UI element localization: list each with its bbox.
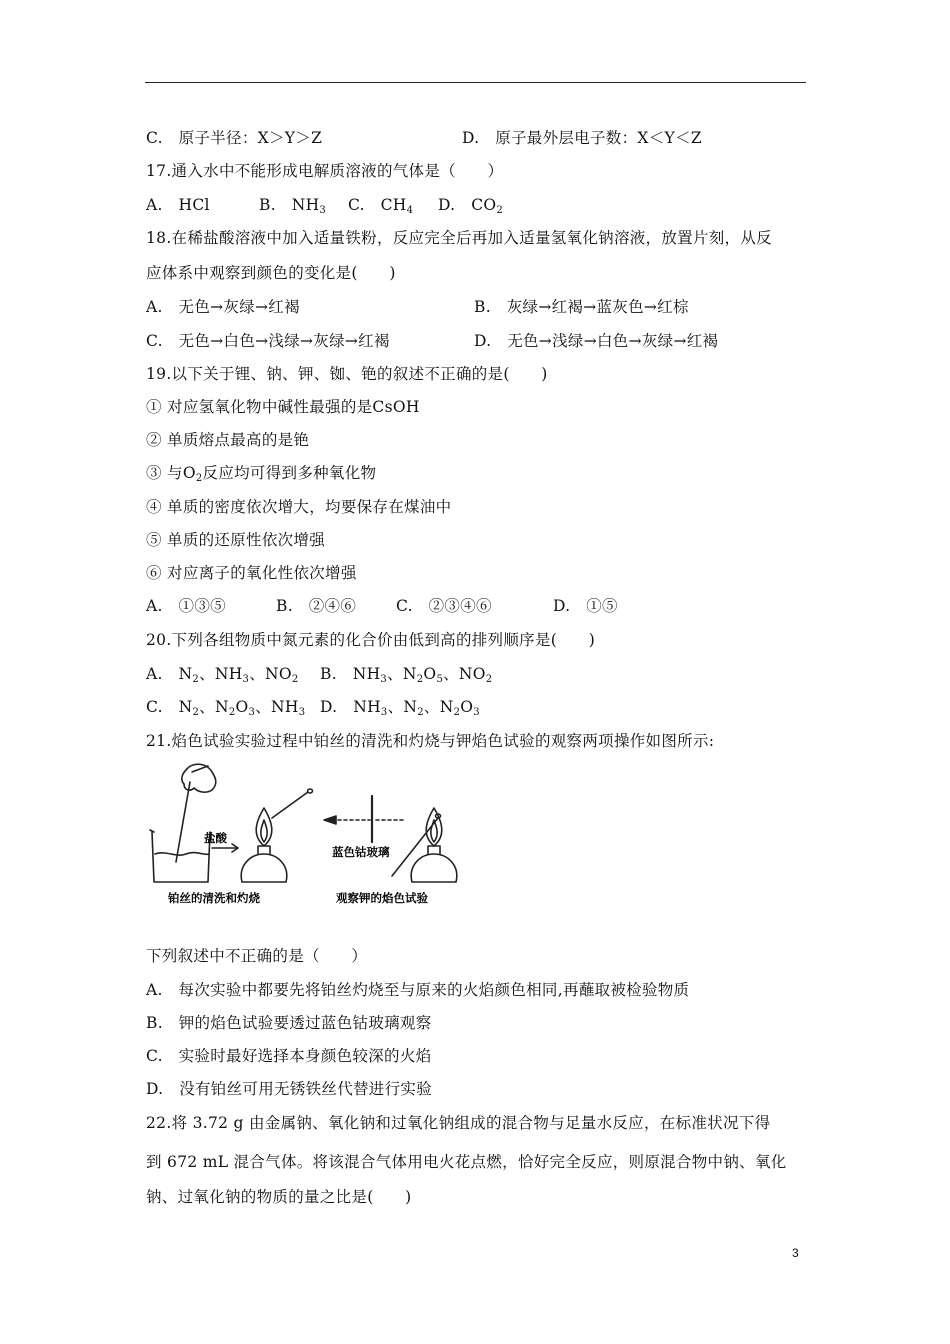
q21-option-c: C. 实验时最好选择本身颜色较深的火焰 [146, 1047, 432, 1065]
q19-option-b: B. ②④⑥ [276, 597, 357, 615]
flame-test-figure [146, 758, 470, 908]
q18-stem-line2: 应体系中观察到颜色的变化是( ) [146, 264, 396, 282]
q17-stem: 17.通入水中不能形成电解质溶液的气体是（ ） [146, 162, 504, 180]
q20-option-a: A. $N_2$、$NH_3$、$NO_2$ [146, 665, 299, 685]
q17-option-b: B. $NH_3$ [259, 196, 327, 216]
alcohol-lamp-left [241, 854, 287, 882]
q20-option-d: D. $NH_3$、$N_2$、$N_2O_3$ [320, 698, 480, 718]
platinum-wire [176, 782, 190, 862]
q21-prompt: 下列叙述中不正确的是（ ） [146, 947, 368, 965]
q17-option-d: D. $CO_2$ [438, 196, 504, 216]
q19-statement-6: ⑥ 对应离子的氧化性依次增强 [146, 564, 357, 582]
q17-option-a: A. HCl [146, 196, 210, 214]
q19-statement-4: ④ 单质的密度依次增大，均要保存在煤油中 [146, 498, 452, 516]
caption-cleaning: 铂丝的清洗和灼烧 [168, 891, 260, 905]
q19-statement-5: ⑤ 单质的还原性依次增强 [146, 531, 326, 549]
q20-stem: 20.下列各组物质中氮元素的化合价由低到高的排列顺序是( ) [146, 631, 596, 649]
q19-option-c: C. ②③④⑥ [396, 597, 492, 615]
flame-inner-left [261, 820, 267, 842]
lamp-neck-right [428, 846, 440, 854]
acid-surface [155, 853, 209, 856]
beaker [152, 832, 210, 882]
q19-statement-3: ③ 与$O_2$反应均可得到多种氧化物 [146, 464, 377, 484]
q22-line2: 到 672 mL 混合气体。将该混合气体用电火花点燃，恰好完全反应，则原混合物中钠、氧化 [146, 1153, 787, 1171]
header-rule [145, 82, 806, 83]
wire-over-flame-left [272, 792, 308, 818]
q19-statement-2: ② 单质熔点最高的是铯 [146, 431, 310, 449]
eye-icon [324, 816, 336, 824]
page-number: 3 [792, 1246, 799, 1260]
q18-option-b: B. 灰绿→红褐→蓝灰色→红棕 [474, 298, 689, 316]
q16-option-d: D. 原子最外层电子数：X＜Y＜Z [462, 129, 702, 147]
q22-line1: 22.将 3.72 g 由金属钠、氧化钠和过氧化钠组成的混合物与足量水反应，在标准状况下得 [146, 1114, 771, 1132]
q21-option-b: B. 钾的焰色试验要透过蓝色钴玻璃观察 [146, 1014, 432, 1032]
q17-option-c: C. $CH_4$ [348, 196, 414, 216]
q19-stem: 19.以下关于锂、钠、钾、铷、铯的叙述不正确的是( ) [146, 365, 548, 383]
q21-option-a: A. 每次实验中都要先将铂丝灼烧至与原来的火焰颜色相同,再蘸取被检验物质 [146, 981, 690, 999]
q20-option-c: C. $N_2$、$N_2O_3$、$NH_3$ [146, 698, 306, 718]
label-cobalt-glass: 蓝色钴玻璃 [332, 845, 390, 859]
q21-stem: 21.焰色试验实验过程中铂丝的清洗和灼烧与钾焰色试验的观察两项操作如图所示: [146, 732, 715, 750]
hand-shape [182, 764, 216, 792]
q22-line3: 钠、过氧化钠的物质的量之比是( ) [146, 1188, 412, 1206]
wire-over-flame-right [392, 818, 438, 876]
q19-option-d: D. ①⑤ [553, 597, 618, 615]
label-hydrochloric-acid: 盐酸 [204, 831, 227, 845]
q18-option-d: D. 无色→浅绿→白色→灰绿→红褐 [474, 332, 719, 350]
flame-test-illustration [146, 758, 470, 908]
caption-observation: 观察钾的焰色试验 [336, 891, 428, 905]
q19-option-a: A. ①③⑤ [146, 597, 226, 615]
q18-option-c: C. 无色→白色→浅绿→灰绿→红褐 [146, 332, 390, 350]
alcohol-lamp-right [411, 854, 457, 882]
beaker-lip [150, 830, 154, 832]
wire-tip-left [308, 789, 313, 793]
lamp-neck-left [258, 846, 270, 854]
flame-left [256, 808, 272, 846]
q20-option-b: B. $NH_3$、$N_2O_5$、$NO_2$ [320, 665, 493, 685]
q19-statement-1: ① 对应氢氧化物中碱性最强的是CsOH [146, 398, 420, 416]
q16-option-c: C. 原子半径：X＞Y＞Z [146, 129, 323, 147]
q21-option-d: D. 没有铂丝可用无锈铁丝代替进行实验 [146, 1080, 433, 1098]
finger-line [192, 766, 208, 772]
q18-stem-line1: 18.在稀盐酸溶液中加入适量铁粉，反应完全后再加入适量氢氧化钠溶液，放置片刻，从反 [146, 229, 772, 247]
q18-option-a: A. 无色→灰绿→红褐 [146, 298, 300, 316]
